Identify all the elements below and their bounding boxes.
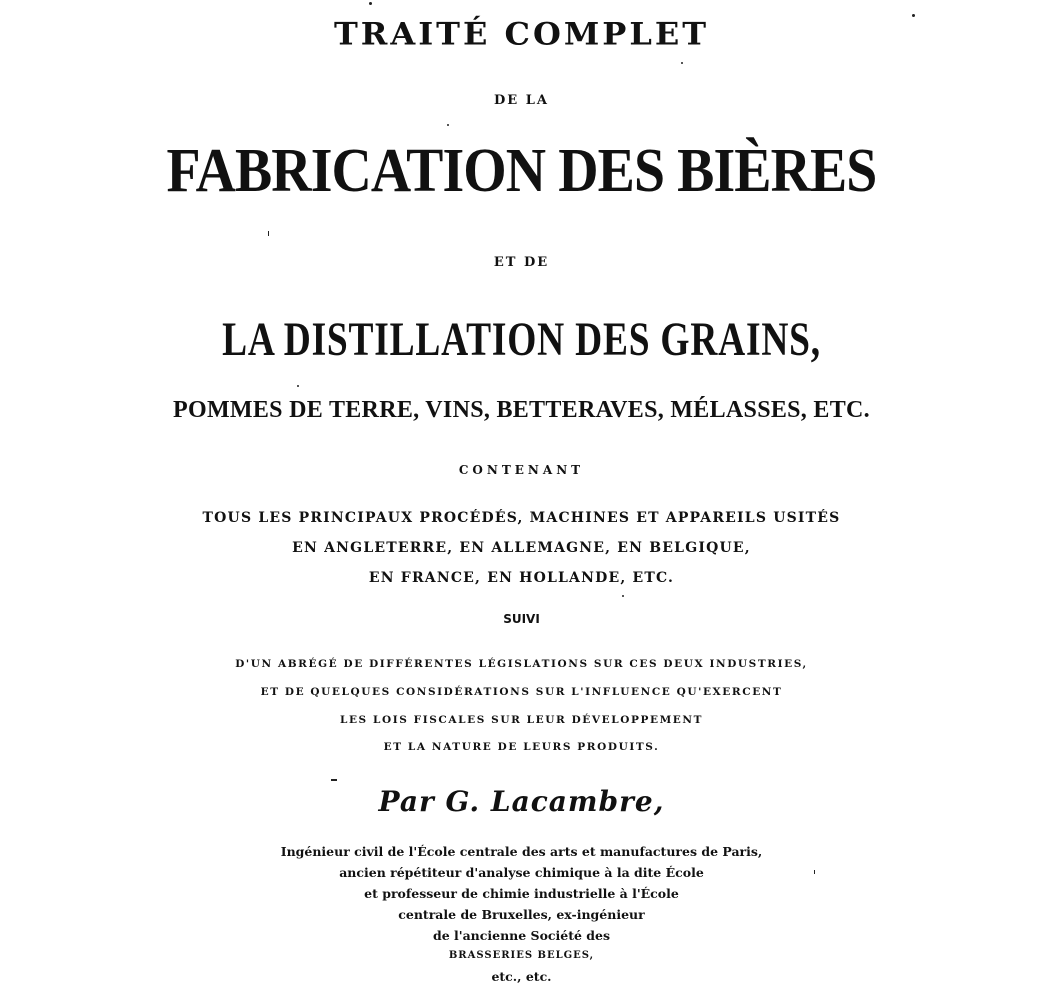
procedes-line: EN FRANCE, EN HOLLANDE, ETC. xyxy=(368,570,675,586)
procedes-line: EN ANGLETERRE, EN ALLEMAGNE, EN BELGIQUE, xyxy=(292,540,751,556)
author-line: Par G. Lacambre, xyxy=(378,785,665,818)
print-speck xyxy=(447,124,449,126)
print-speck xyxy=(814,870,815,874)
suivi-label: SUIVI xyxy=(503,612,540,626)
contenant-label: CONTENANT xyxy=(458,463,585,477)
credential-line: ancien répétiteur d'analyse chimique à la dite École xyxy=(339,865,704,880)
print-speck xyxy=(912,14,915,17)
print-speck xyxy=(681,62,683,64)
credential-line: BRASSERIES BELGES, xyxy=(448,950,595,961)
print-speck xyxy=(331,779,337,781)
connector-et-de: ET DE xyxy=(493,255,550,270)
procedes-line: TOUS LES PRINCIPAUX PROCÉDÉS, MACHINES ET APPAREILS USITÉS xyxy=(202,510,841,526)
legislation-line: D'UN ABRÉGÉ DE DIFFÉRENTES LÉGISLATIONS SUR CES DEUX INDUSTRIES, xyxy=(235,658,808,670)
print-speck xyxy=(297,385,299,387)
print-speck xyxy=(268,231,269,236)
legislation-line: ET LA NATURE DE LEURS PRODUITS. xyxy=(383,741,660,753)
credential-line: centrale de Bruxelles, ex-ingénieur xyxy=(398,907,645,922)
legislation-line: ET DE QUELQUES CONSIDÉRATIONS SUR L'INFLUENCE QU'EXERCENT xyxy=(260,686,783,698)
main-title: FABRICATION DES BIÈRES xyxy=(166,137,877,205)
print-speck xyxy=(369,2,372,5)
legislation-line: LES LOIS FISCALES SUR LEUR DÉVELOPPEMENT xyxy=(339,714,704,726)
title-top: TRAITÉ COMPLET xyxy=(333,15,710,53)
credential-line: et professeur de chimie industrielle à l'École xyxy=(364,886,679,901)
credential-line: etc., etc. xyxy=(491,969,552,984)
second-title: LA DISTILLATION DES GRAINS, xyxy=(222,313,821,366)
credential-line: de l'ancienne Société des xyxy=(432,928,611,943)
credential-line: Ingénieur civil de l'École centrale des arts et manufactures de Paris, xyxy=(280,844,763,859)
subtitle: POMMES DE TERRE, VINS, BETTERAVES, MÉLASSES, ETC. xyxy=(173,397,870,423)
print-speck xyxy=(622,595,624,597)
connector-de-la: DE LA xyxy=(494,93,549,108)
